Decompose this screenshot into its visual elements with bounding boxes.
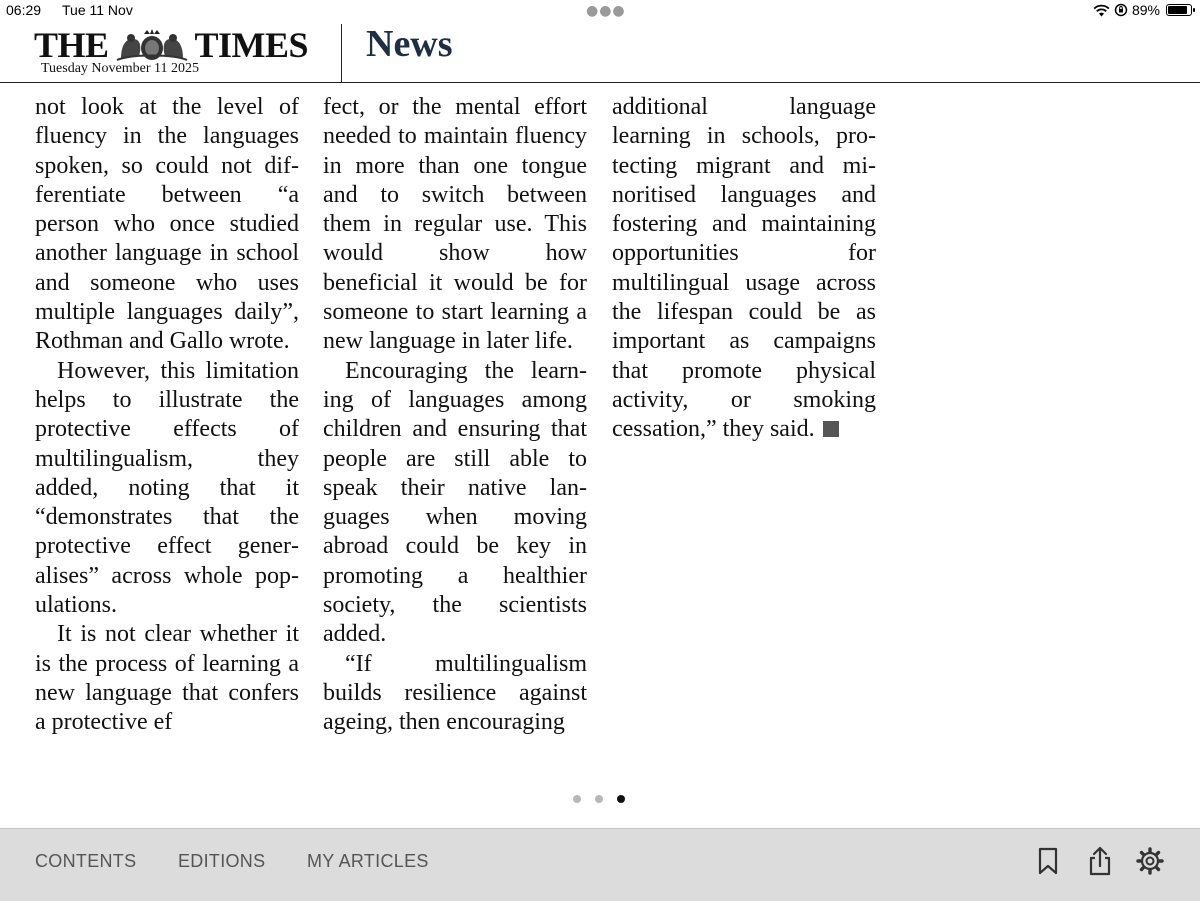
status-bar — [0, 0, 1200, 22]
paragraph: “If multilingualism builds resilience against ageing, then encouraging — [323, 650, 587, 736]
logo-word-the: THE — [34, 25, 109, 65]
paragraph: fect, or the mental effort needed to maintain fluency in more than one tongue and to switch between them in regular use. This would show how beneficial it would be for someone to start learning a new language in later life. — [323, 94, 587, 355]
paragraph: not look at the level of fluency in the languages spoken, so could not differentiate between “a person who once studied another language in school and someone who uses multiple languages daily”, Rothman and Gallo wrote. — [35, 94, 299, 355]
paragraph-text: additional language learning in schools, protecting migrant and minoritised languages and fostering and maintaining opportunities for multilingual usage across the lifespan could be as important as campaigns that promote physical activity, or smoking cessation,” they said. — [612, 94, 876, 443]
settings-icon[interactable] — [1136, 846, 1164, 876]
paragraph: It is not clear whether it is the process of learning a new language that confers a protective ef — [35, 621, 299, 736]
paragraph: Encouraging the learning of languages among children and ensuring that people are still able to speak their native languages when moving abroad could be key in promoting a healthier society, the scientists added. — [323, 357, 587, 648]
page-dot-2[interactable] — [595, 795, 603, 803]
article-column-3 — [612, 93, 876, 445]
masthead-divider — [341, 24, 342, 82]
bottom-toolbar — [0, 828, 1200, 901]
contents-tab[interactable]: CONTENTS — [35, 851, 137, 871]
page-dot-3-active[interactable] — [617, 795, 625, 803]
royal-crest-icon — [111, 28, 193, 62]
share-icon[interactable] — [1086, 846, 1114, 876]
battery-percent: 89% — [1131, 2, 1160, 18]
masthead — [0, 22, 1200, 83]
page-dot-1[interactable] — [573, 795, 581, 803]
paragraph — [612, 93, 876, 445]
status-indicators — [1093, 2, 1192, 18]
multitasking-dots-icon[interactable]: ●●● — [586, 3, 626, 19]
paragraph: However, this limitation helps to illustrate the protective effects of multilingualism, they added, noting that it “demonstrates that the protective effect generalises” across whole populations. — [35, 357, 299, 619]
edition-date: Tuesday November 11 2025 — [41, 61, 200, 76]
battery-icon — [1166, 4, 1192, 16]
bookmark-icon[interactable] — [1034, 846, 1062, 876]
times-logo[interactable] — [34, 24, 308, 66]
article-column-1 — [35, 93, 299, 738]
editions-tab[interactable]: EDITIONS — [178, 851, 266, 871]
logo-word-times: TIMES — [194, 25, 309, 65]
article-column-2 — [323, 93, 587, 738]
end-of-article-icon — [823, 421, 839, 437]
status-date: Tue 11 Nov — [62, 2, 133, 18]
status-time: 06:29 — [6, 2, 42, 18]
section-title: News — [366, 23, 453, 65]
my-articles-tab[interactable]: MY ARTICLES — [307, 851, 429, 871]
page-indicator[interactable] — [573, 795, 625, 803]
orientation-lock-icon — [1114, 3, 1128, 17]
wifi-icon — [1093, 4, 1110, 17]
